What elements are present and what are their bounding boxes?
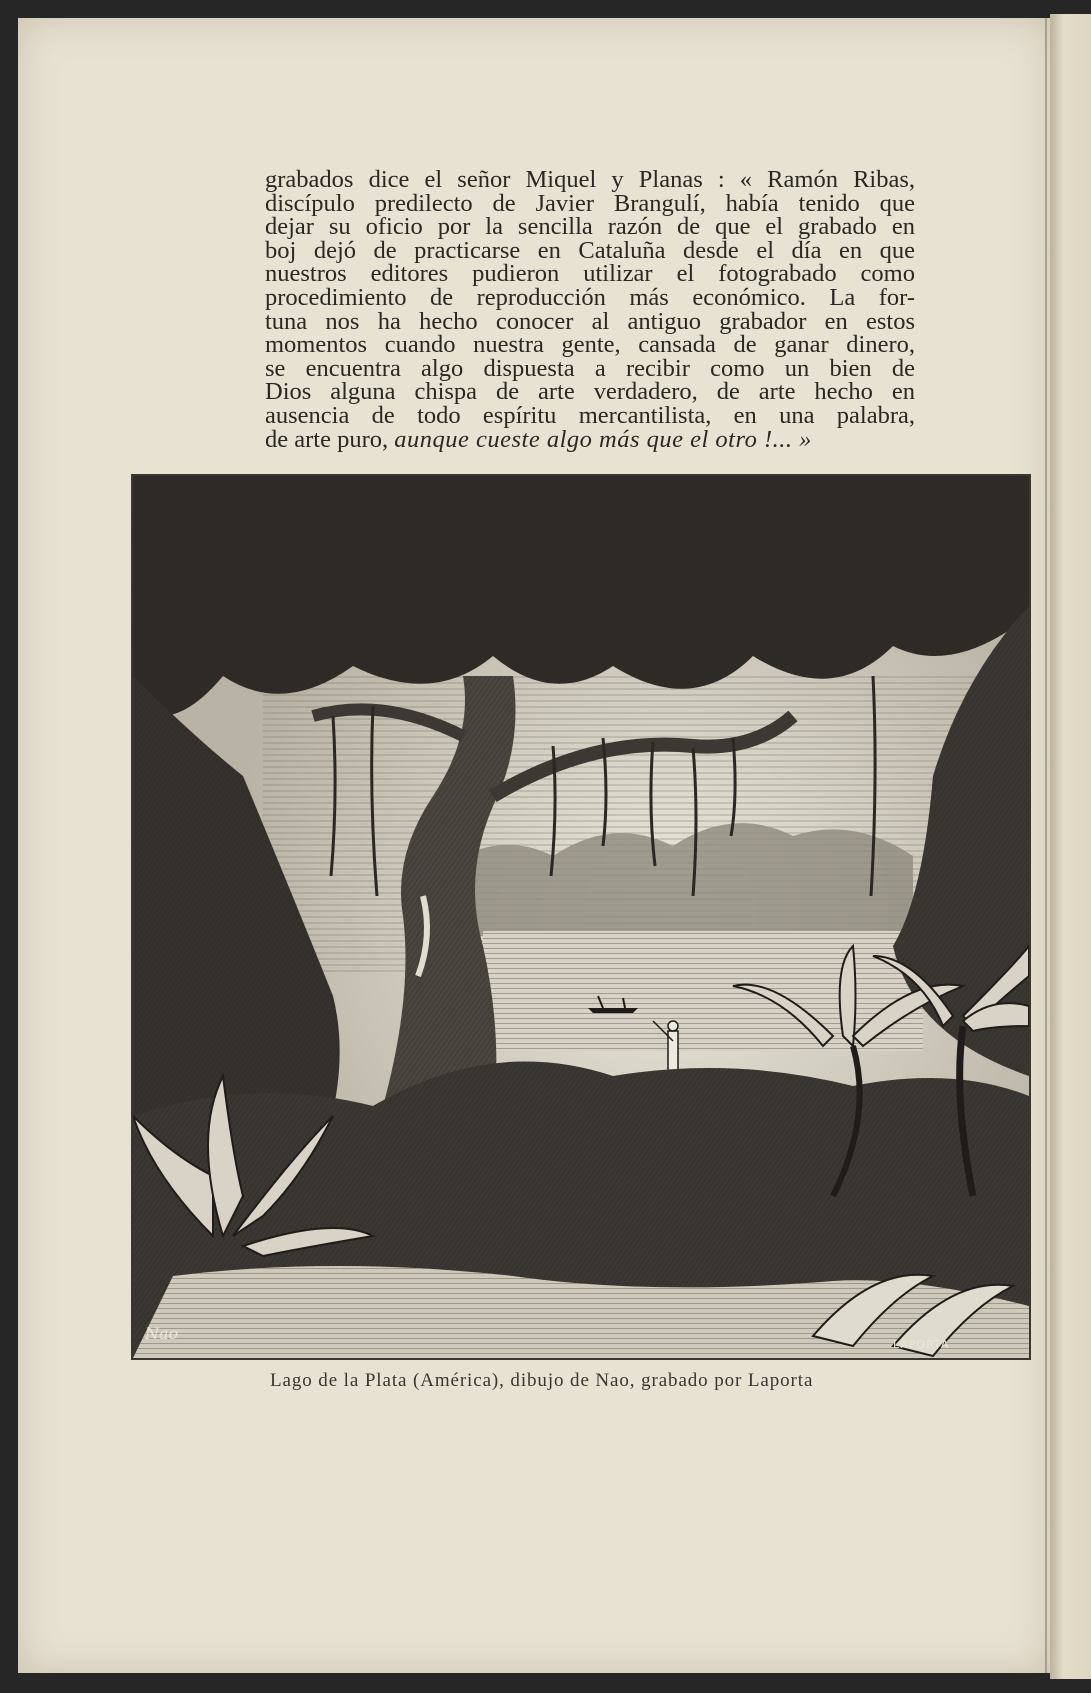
forest-lake-engraving xyxy=(133,476,1029,1358)
text-line: discípulo predilecto de Javier Brangulí, había tenido que xyxy=(265,189,915,217)
text-line: dejar su oficio por la sencilla razón de que el grabado en xyxy=(265,213,915,241)
text-line: se encuentra algo dispuesta a recibir como un bien de xyxy=(265,354,915,382)
body-paragraph xyxy=(265,168,915,451)
text-line: tuna nos ha hecho conocer al antiguo grabador en estos xyxy=(265,307,915,335)
illustration-caption: Lago de la Plata (América), dibujo de Nao, grabado por Laporta xyxy=(270,1370,814,1391)
engraving-illustration xyxy=(131,474,1031,1360)
text-italic: aunque cueste algo más que el otro !... » xyxy=(394,425,812,453)
text-line: Dios alguna chispa de arte verdadero, de arte hecho en xyxy=(265,378,915,406)
page-fold-line xyxy=(1045,18,1047,1673)
text-line: grabados dice el señor Miquel y Planas : « Ramón Ribas, xyxy=(265,166,915,193)
text-line-last xyxy=(265,425,915,453)
text-line: boj dejó de practicarse en Cataluña desde el día en que xyxy=(265,236,915,264)
text-plain: de arte puro, xyxy=(265,425,395,453)
engraver-signature: LAPORTA xyxy=(893,1338,950,1351)
artist-signature: Nao xyxy=(145,1324,179,1343)
text-line: nuestros editores pudieron utilizar el fotograbado como xyxy=(265,260,915,288)
adjacent-page-edge xyxy=(1050,14,1091,1679)
text-line: procedimiento de reproducción más económico. La for- xyxy=(265,283,915,311)
text-line: momentos cuando nuestra gente, cansada de ganar dinero, xyxy=(265,331,915,359)
text-line: ausencia de todo espíritu mercantilista, en una palabra, xyxy=(265,401,915,429)
